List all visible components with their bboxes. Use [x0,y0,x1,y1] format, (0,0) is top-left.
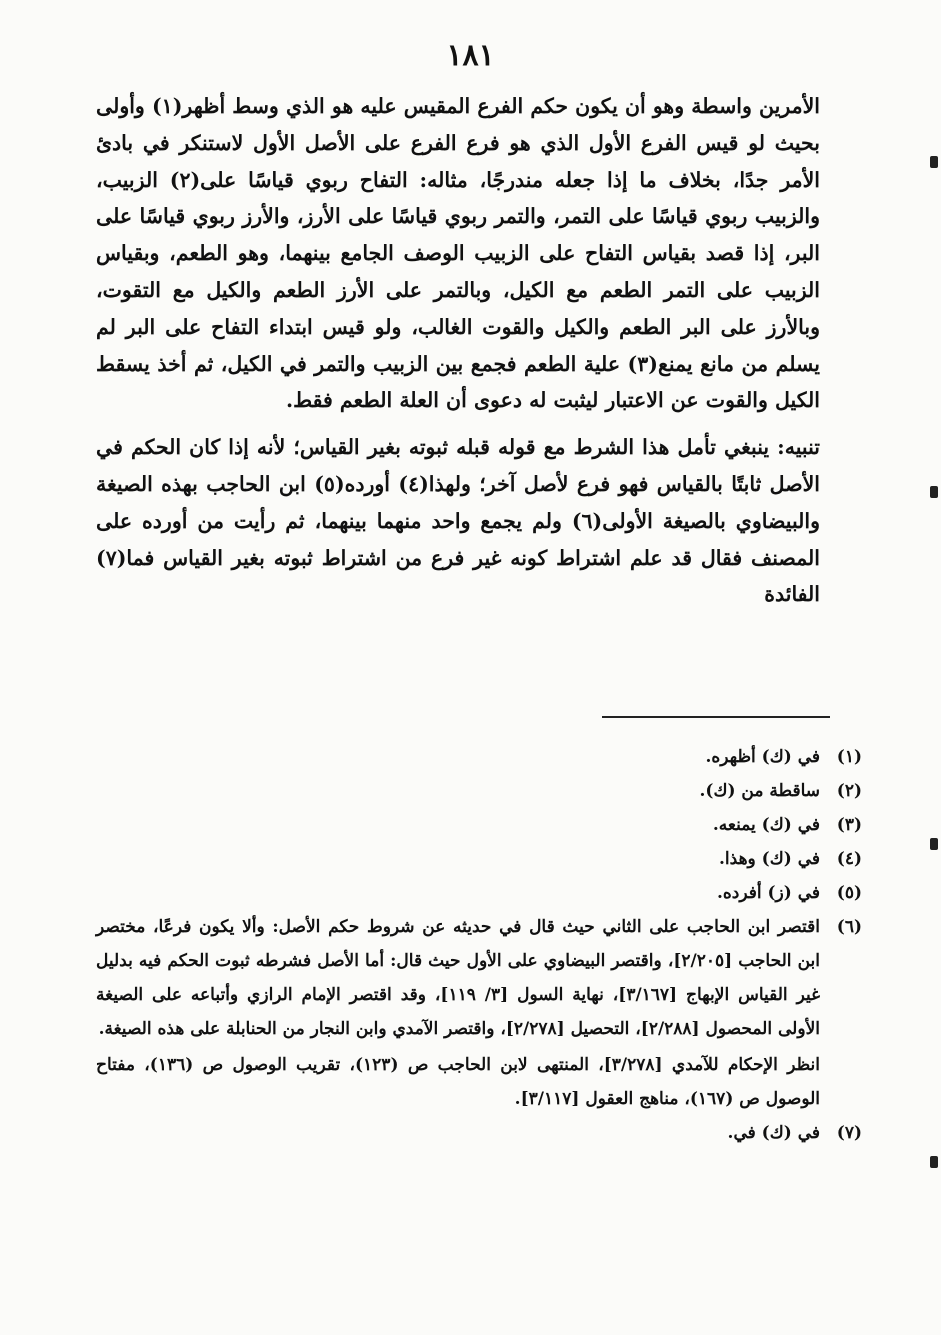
paragraph-2 [96,429,820,613]
footnote-number: (٦) [836,917,862,937]
page-number: ١٨١ [446,38,495,73]
paragraph-2-text: ينبغي تأمل هذا الشرط مع قوله قبله ثبوته بغير القياس؛ لأنه إذا كان الحكم في الأصل ثابتًا بالقياس فهو فرع لأصل آخر؛ ولهذا(٤) أورده(٥) ابن الحاجب بهذه الصيغة والبيضاوي بالصيغة الأولى(٦) ولم يجمع واحد منهما بينهما، ثم رأيت من أورده على المصنف فقال قد علم اشتراط كونه غير فرع من اشتراط ثبوته بغير القياس فما(٧) الفائدة [96,435,820,607]
footnote [96,910,862,1116]
footnote-text: في (ك) في. [727,1123,820,1143]
scan-edge-mark [930,486,938,498]
scan-edge-mark [930,156,938,168]
footnote-references: انظر الإحكام للآمدي [٣/٢٧٨]، المنتهى لابن الحاجب ص (١٢٣)، تقريب الوصول ص (١٣٦)، مفتاح الوصول ص (١٦٧)، مناهج العقول [٣/١١٧]. [96,1055,820,1109]
footnote-text: ساقطة من (ك). [699,781,820,801]
footnote [96,876,862,910]
notice-label: تنبيه: [777,435,820,460]
footnote-text: اقتصر ابن الحاجب على الثاني حيث قال في حديثه عن شروط حكم الأصل: وألا يكون فرعًا، مختصر ابن الحاجب [٢/٢٠٥]، واقتصر البيضاوي على الأول حيث قال: أما الأصل فشرطه ثبوت الحكم فيه بدليل غير القياس الإبهاج [٣/١٦٧]، نهاية السول [٣/ ١١٩]، وقد اقتصر الإمام الرازي وأتباعه على الصيغة الأولى المحصول [٢/٢٨٨]، التحصيل [٢/٢٧٨]، واقتصر الآمدي وابن النجار من الحنابلة على هذه الصيغة. [96,917,820,1039]
footnote-number: (٥) [836,883,862,903]
footnote-number: (١) [836,747,862,767]
footnote-number: (٢) [836,781,862,801]
footnote [96,808,862,842]
footnote-separator [602,716,830,718]
footnote-text: في (ك) يمنعه. [712,815,820,835]
footnote [96,842,862,876]
footnote [96,774,862,808]
scan-edge-mark [930,1156,938,1168]
footnote-number: (٧) [836,1123,862,1143]
footnotes-list [96,740,862,1150]
footnote [96,1116,862,1150]
main-text [96,88,820,613]
footnote-text: في (ز) أفرده. [716,883,820,903]
footnote-number: (٤) [836,849,862,869]
scan-edge-mark [930,838,938,850]
footnote [96,740,862,774]
paragraph-1: الأمرين واسطة وهو أن يكون حكم الفرع المقيس عليه هو الذي وسط أظهر(١) وأولى بحيث لو قيس الفرع الأول الذي هو فرع الفرع على الأصل الأول لاستنكر في بادئ الأمر جدًا، بخلاف ما إذا جعله مندرجًا، مثاله: التفاح ربوي قياسًا على(٢) الزبيب، والزبيب ربوي قياسًا على التمر، والتمر ربوي قياسًا على الأرز، والأرز ربوي قياسًا على البر، إذا قصد بقياس التفاح على الزبيب الوصف الجامع بينهما، وهو الطعم، وبقياس الزبيب على التمر الطعم مع الكيل، وبالتمر على الأرز الطعم والكيل مع التقوت، وبالأرز على البر الطعم والكيل والقوت الغالب، ولو قيس ابتداء التفاح على البر لم يسلم من مانع يمنع(٣) علية الطعم فجمع بين الزبيب والتمر في الكيل، ثم أخذ يسقط الكيل والقوت عن الاعتبار ليثبت له دعوى أن العلة الطعم فقط. [96,94,820,413]
footnote-text: في (ك) أظهره. [705,747,820,767]
footnote-text: في (ك) وهذا. [719,849,820,869]
footnote-number: (٣) [836,815,862,835]
